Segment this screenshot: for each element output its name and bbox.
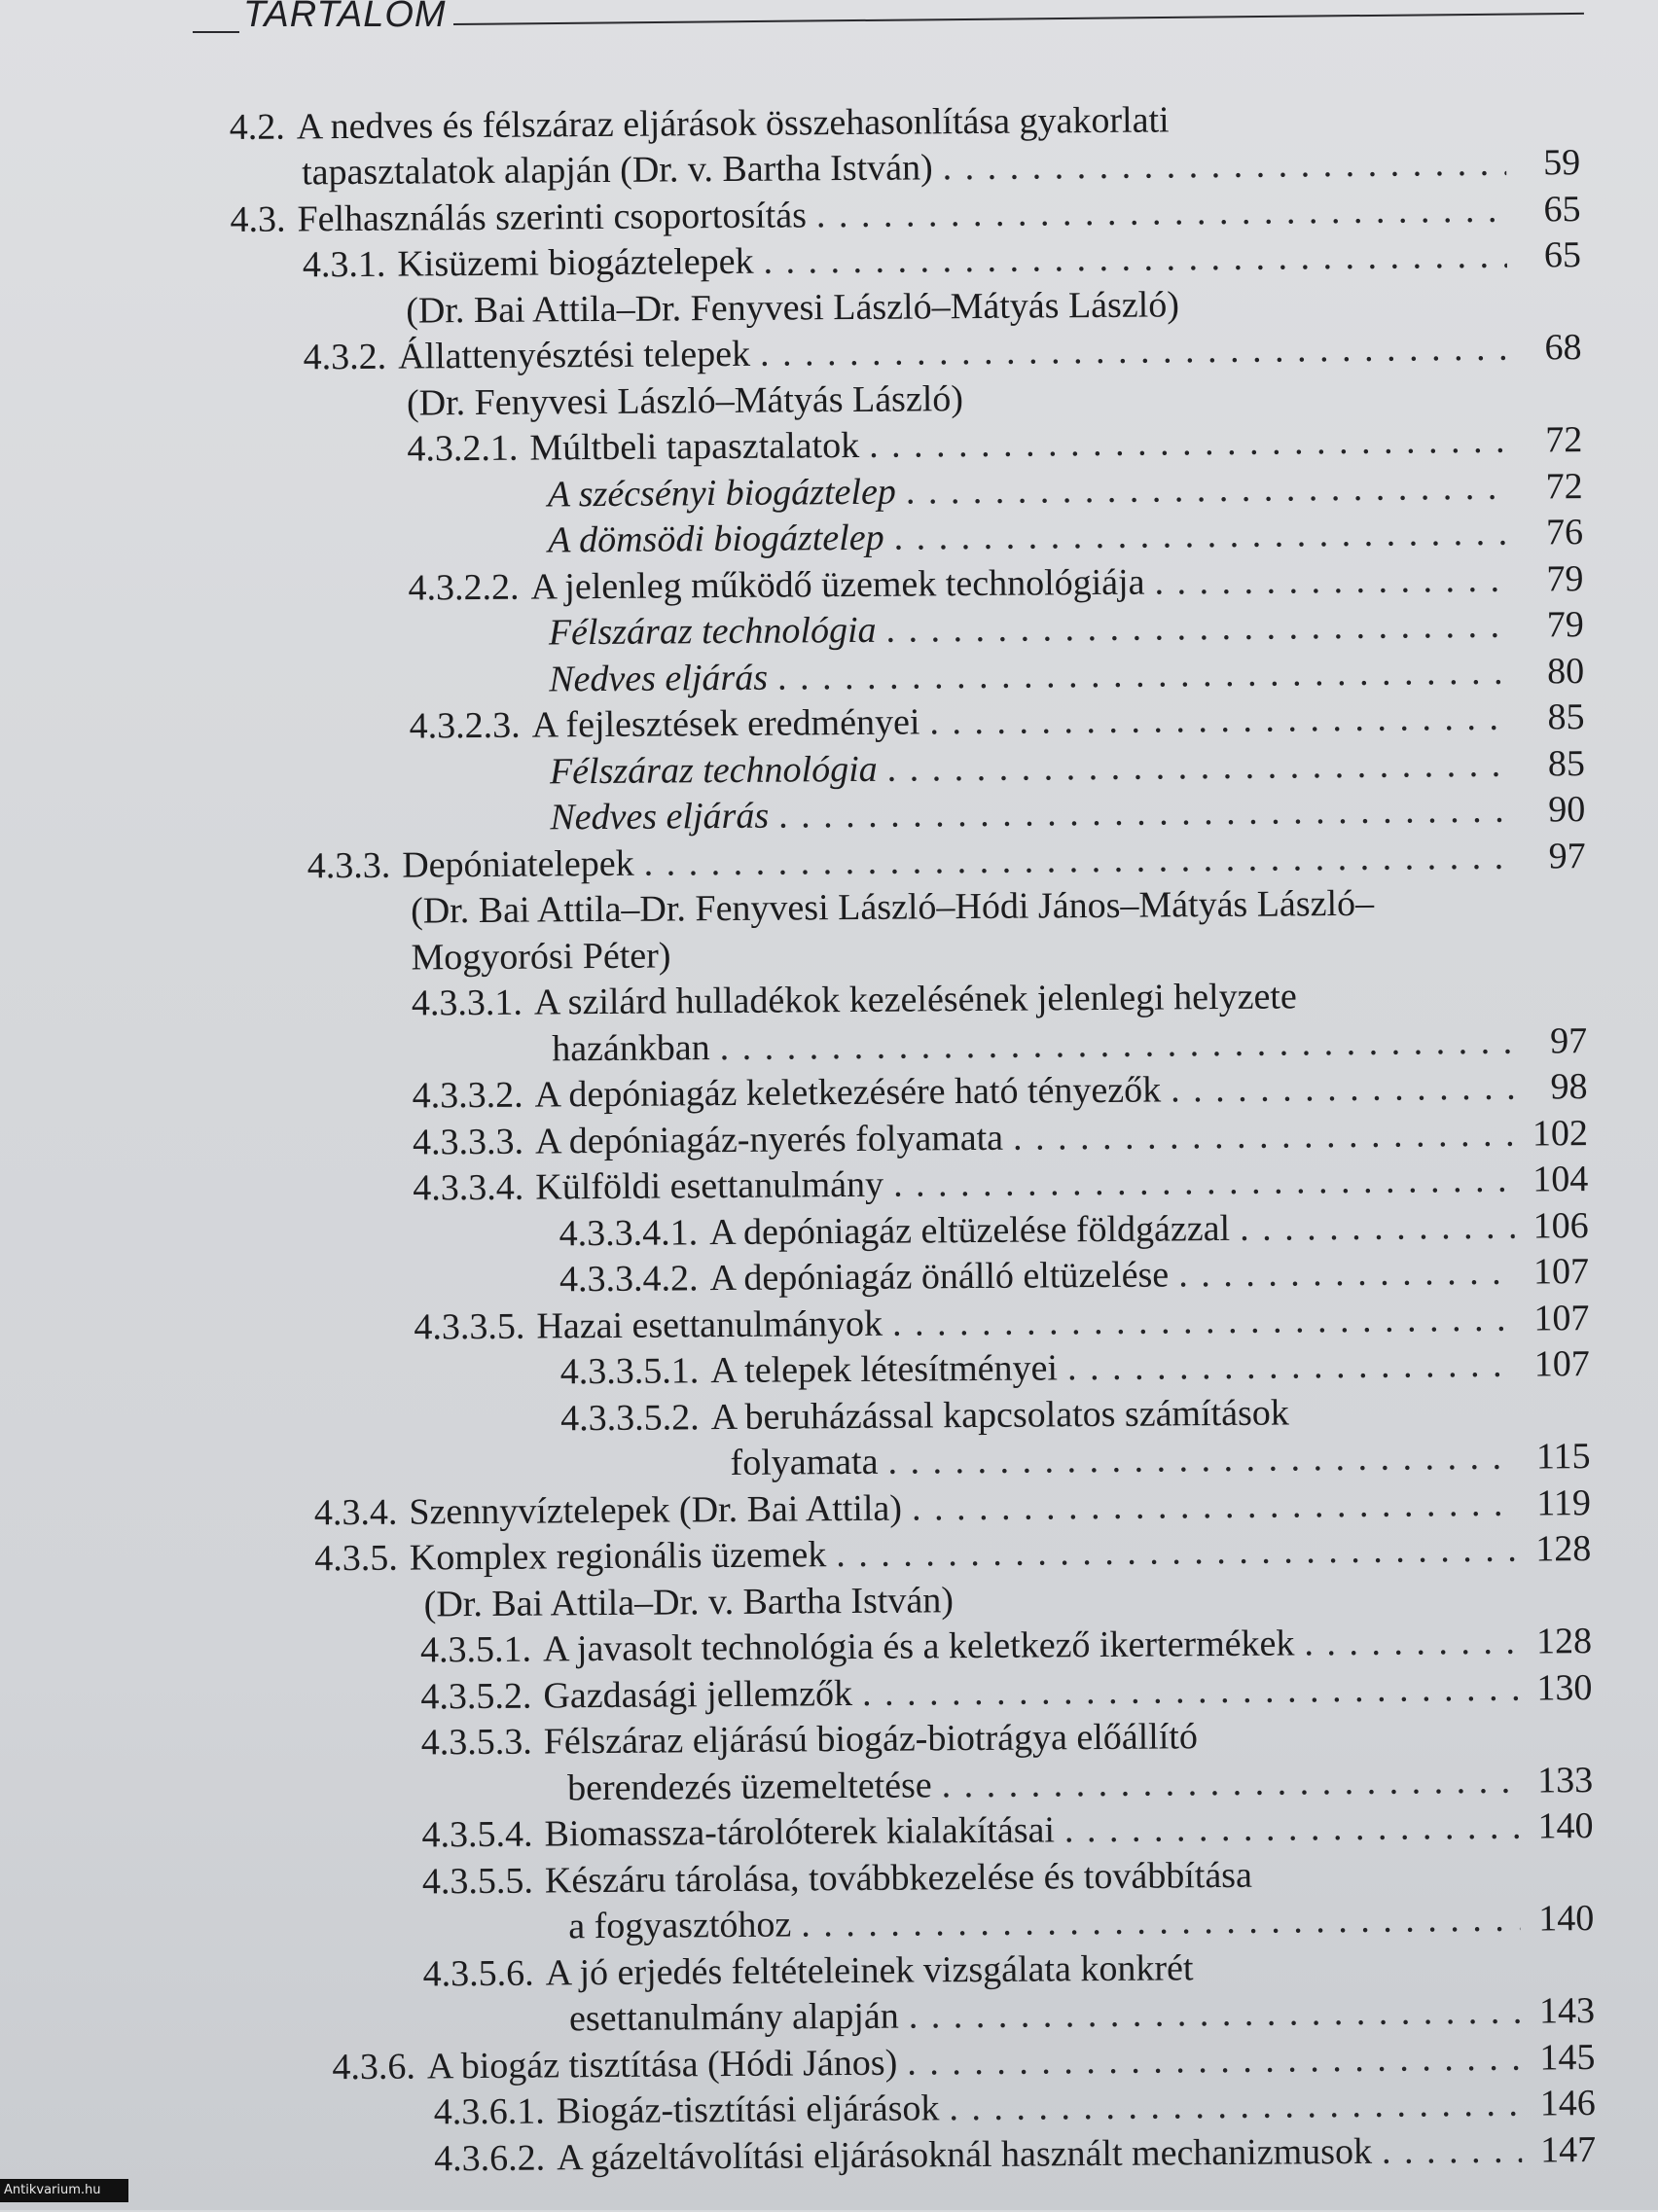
toc-entry-title: Biomassza-tárolóterek kialakításai xyxy=(544,1809,1056,1855)
toc-entry-title: Szennyvíztelepek (Dr. Bai Attila) xyxy=(409,1487,903,1533)
toc-entry-title: Félszáraz technológia xyxy=(548,609,877,654)
toc-entry-title: Külföldi esettanulmány xyxy=(535,1163,884,1208)
line-spacer xyxy=(1289,1423,1522,1425)
dot-leader xyxy=(778,788,1512,839)
toc-entry-number: 4.3.6. xyxy=(332,2046,416,2088)
toc-page-number xyxy=(1513,313,1581,314)
toc-entry-title: A javasolt technológia és a keletkező ikertermékek xyxy=(542,1623,1295,1670)
toc-page-number xyxy=(1527,1977,1595,1978)
toc-entry-number: 4.3.4. xyxy=(313,1491,398,1534)
toc-entry-number: 4.3.5.3. xyxy=(420,1721,532,1764)
toc-entry xyxy=(567,1758,1593,1811)
toc-page-number: 133 xyxy=(1536,1760,1594,1802)
dot-leader xyxy=(893,511,1509,561)
toc-entry xyxy=(407,417,1582,472)
dot-leader xyxy=(1240,1204,1515,1252)
toc-page-number: 85 xyxy=(1547,696,1585,738)
toc-page-number: 106 xyxy=(1532,1205,1589,1247)
toc-entry-number: 4.3.3.2. xyxy=(412,1074,523,1117)
dot-leader xyxy=(886,742,1511,793)
toc-entry xyxy=(420,1619,1592,1673)
toc-page-number: 140 xyxy=(1538,1898,1595,1940)
toc-entry-number: 4.3.2.3. xyxy=(409,704,521,747)
toc-entry-title: A nedves és félszáraz eljárások összehasonlítása gyakorlati xyxy=(296,99,1170,148)
toc-entry xyxy=(409,695,1584,749)
toc-entry xyxy=(730,1434,1590,1486)
toc-page-number: 107 xyxy=(1533,1298,1590,1339)
toc-entry-title: A biogáz tisztítása (Hódi János) xyxy=(426,2042,898,2087)
dot-leader xyxy=(816,188,1507,239)
toc-entry-number: 4.3.1. xyxy=(302,243,386,286)
dot-leader xyxy=(862,1666,1519,1717)
toc-page-number: 107 xyxy=(1533,1343,1590,1385)
toc-entry-title: (Dr. Bai Attila–Dr. v. Bartha István) xyxy=(423,1580,955,1625)
toc-entry-title: Biogáz-tisztítási eljárások xyxy=(556,2087,940,2132)
toc-entry-title: A gázeltávolítási eljárásoknál használt mechanizmusok xyxy=(557,2130,1373,2179)
toc-page-number: 79 xyxy=(1546,604,1584,646)
toc-entry-title: Nedves eljárás xyxy=(549,657,769,700)
toc-entry-title: hazánkban xyxy=(552,1027,710,1070)
dot-leader xyxy=(760,326,1508,377)
dot-leader xyxy=(777,650,1511,701)
toc-entry-number: 4.3.5. xyxy=(314,1537,398,1580)
dot-leader xyxy=(1067,1342,1516,1392)
toc-page-number xyxy=(1519,960,1587,961)
header-title: TARTALOM xyxy=(243,0,447,35)
dot-leader xyxy=(1154,557,1509,606)
toc-entry-number: 4.3.5.2. xyxy=(420,1675,532,1718)
toc-page-number: 59 xyxy=(1542,142,1581,184)
line-spacer xyxy=(1297,1007,1519,1009)
toc-page-number: 104 xyxy=(1532,1159,1589,1200)
toc-entry-title: (Dr. Bai Attila–Dr. Fenyvesi László–Hódi János–Mátyás László– xyxy=(410,882,1375,932)
dot-leader xyxy=(943,141,1507,192)
dot-leader xyxy=(887,1435,1516,1485)
dot-leader xyxy=(1064,1804,1520,1854)
line-spacer xyxy=(1179,314,1513,317)
dot-leader xyxy=(1178,1250,1515,1299)
toc-entry-title: A szilárd hulladékok kezelésének jelenlegi helyzete xyxy=(533,976,1297,1023)
toc-entry xyxy=(559,1249,1589,1302)
toc-entry-title: Múltbeli tapasztalatok xyxy=(529,424,860,469)
toc-page-number: 147 xyxy=(1539,2129,1597,2171)
toc-entry-number: 4.3.3.4.1. xyxy=(559,1212,699,1255)
toc-entry-number: 4.3.3.4.2. xyxy=(559,1258,699,1301)
toc-entry-number: 4.3.2.2. xyxy=(408,566,520,609)
line-spacer xyxy=(1198,1746,1525,1749)
toc-entry xyxy=(560,1388,1590,1442)
toc-entry-number: 4.3.3.5. xyxy=(414,1305,525,1348)
toc-page-number: 143 xyxy=(1538,1990,1596,2032)
toc-page-number: 145 xyxy=(1539,2037,1596,2079)
toc-page-number: 72 xyxy=(1545,419,1583,461)
toc-entry-number: 4.3.5.5. xyxy=(421,1860,534,1903)
toc-page-number: 68 xyxy=(1544,327,1582,369)
dot-leader xyxy=(644,835,1512,887)
toc-entry-title: tapasztalatok alapján (Dr. v. Bartha István) xyxy=(301,147,933,194)
toc-entry xyxy=(552,1018,1587,1072)
toc-entry xyxy=(412,972,1587,1026)
dot-leader xyxy=(912,1481,1517,1532)
toc-entry-title: A szécsényi biogáztelep xyxy=(547,471,897,516)
toc-page-number xyxy=(1512,128,1580,129)
toc-page-number xyxy=(1519,1006,1587,1007)
toc-entry-title: A depóniagáz önálló eltüzelése xyxy=(709,1254,1170,1300)
toc-entry-title: Állattenyésztési telepek xyxy=(397,333,751,377)
toc-page-number: 128 xyxy=(1535,1621,1593,1662)
toc-page-number xyxy=(1514,406,1582,407)
toc-entry-number: 4.3.6.1. xyxy=(433,2090,545,2133)
toc-entry-title: (Dr. Bai Attila–Dr. Fenyvesi László–Mátyás László) xyxy=(406,284,1180,332)
dot-leader xyxy=(941,1759,1519,1809)
toc-entry-number: 4.3.3.1. xyxy=(411,981,523,1024)
toc-entry-number: 4.3. xyxy=(230,198,286,240)
line-spacer xyxy=(671,961,1519,968)
watermark-label: Antikvarium.hu xyxy=(0,2179,128,2202)
toc-entry-title: Komplex regionális üzemek xyxy=(409,1534,827,1579)
toc-entry-number: 4.3.5.6. xyxy=(422,1952,534,1995)
toc-entry-title: Gazdasági jellemzők xyxy=(543,1673,853,1717)
line-spacer xyxy=(1170,129,1512,132)
toc-entry-title: A depóniagáz-nyerés folyamata xyxy=(534,1117,1004,1162)
toc-page-number xyxy=(1518,913,1586,914)
toc-entry-title: berendezés üzemeltetése xyxy=(567,1765,932,1809)
toc-entry xyxy=(550,787,1585,840)
toc-entry-title: A depóniagáz keletkezésére ható tényezők xyxy=(534,1069,1162,1116)
dot-leader xyxy=(869,418,1509,469)
line-spacer xyxy=(1374,914,1518,915)
toc-entry-title: Félszáraz eljárású biogáz-biotrágya előállító xyxy=(543,1716,1199,1763)
toc-entry-title: A jó erjedés feltételeinek vizsgálata konkrét xyxy=(545,1947,1194,1994)
toc-entry-number: 4.3.3. xyxy=(306,844,391,887)
dot-leader xyxy=(906,465,1509,516)
toc-page-number: 79 xyxy=(1546,558,1584,600)
dot-leader xyxy=(1304,1620,1518,1667)
toc-page-number: 76 xyxy=(1545,512,1584,553)
toc-entry-title: A fejlesztések eredményei xyxy=(531,701,920,746)
toc-entry xyxy=(549,649,1584,702)
dot-leader xyxy=(892,1297,1516,1347)
toc-entry-title: a fogyasztóhoz xyxy=(568,1904,792,1947)
dot-leader xyxy=(907,2036,1521,2087)
toc-page-number: 65 xyxy=(1543,234,1582,276)
toc-page-number xyxy=(1524,1607,1592,1608)
toc-page-number: 85 xyxy=(1547,743,1586,785)
toc-page-number: 90 xyxy=(1548,789,1586,831)
toc-entry-title: A dömsödi biogáztelep xyxy=(547,517,884,561)
toc-entry-number: 4.3.2.1. xyxy=(407,427,519,470)
toc-page-number: 130 xyxy=(1536,1667,1593,1709)
toc-entry-title: A beruházással kapcsolatos számítások xyxy=(710,1392,1289,1439)
toc-entry xyxy=(550,741,1585,795)
line-spacer xyxy=(1252,1885,1526,1887)
toc-entry xyxy=(411,879,1586,934)
toc-entry xyxy=(559,1203,1589,1257)
toc-entry-title: Kisüzemi biogáztelepek xyxy=(397,240,754,285)
toc-entry xyxy=(434,2127,1596,2182)
toc-page-number: 97 xyxy=(1550,1020,1588,1062)
toc-entry xyxy=(560,1341,1590,1395)
toc-entry-number: 4.3.5.4. xyxy=(421,1813,533,1856)
toc-entry xyxy=(548,510,1583,563)
dot-leader xyxy=(836,1527,1517,1578)
toc-page-number: 72 xyxy=(1545,466,1583,508)
line-spacer xyxy=(954,1608,1524,1613)
toc-page-number: 128 xyxy=(1535,1528,1592,1570)
toc-entry-title: A jelenleg működő üzemek technológiája xyxy=(530,561,1145,608)
toc-entry-number: 4.3.2. xyxy=(303,336,387,378)
dot-leader xyxy=(909,1989,1522,2040)
line-spacer xyxy=(963,407,1514,410)
dot-leader xyxy=(885,603,1510,654)
dot-leader xyxy=(1171,1065,1514,1114)
dot-leader xyxy=(949,2082,1522,2132)
toc-page-number: 97 xyxy=(1548,836,1586,877)
toc-entry-title: esettanulmány alapján xyxy=(568,1995,899,2040)
toc-page-number: 80 xyxy=(1547,651,1585,693)
toc-entry-number: 4.3.3.4. xyxy=(413,1166,524,1209)
toc-page-number xyxy=(1525,1745,1593,1746)
toc-entry-number: 4.2. xyxy=(229,106,285,149)
dot-leader xyxy=(763,233,1507,285)
toc-entry xyxy=(413,1157,1588,1211)
toc-entry xyxy=(548,464,1583,517)
toc-entry xyxy=(549,602,1584,656)
toc-page-number: 107 xyxy=(1532,1251,1590,1293)
toc-page-number xyxy=(1522,1422,1590,1423)
toc-entry xyxy=(568,1896,1594,1949)
toc-page-number: 119 xyxy=(1536,1482,1592,1524)
toc-page-number: 65 xyxy=(1543,189,1581,231)
toc-entry-title: Depóniatelepek xyxy=(402,842,634,886)
dot-leader xyxy=(1013,1112,1514,1161)
line-spacer xyxy=(1194,1978,1527,1980)
toc-page-number: 102 xyxy=(1532,1113,1589,1155)
toc-entry-title: (Dr. Fenyvesi László–Mátyás László) xyxy=(406,378,964,424)
toc-entry xyxy=(412,1064,1587,1119)
toc-page-number: 146 xyxy=(1539,2083,1596,2124)
toc-entry-title: Hazai esettanulmányok xyxy=(536,1302,883,1347)
toc-page-number: 115 xyxy=(1535,1436,1591,1478)
toc-entry xyxy=(434,2081,1596,2135)
dot-leader xyxy=(720,1019,1514,1071)
toc-page-number: 98 xyxy=(1550,1066,1588,1108)
toc-entry-title: Készáru tárolása, továbbkezelése és továbbítása xyxy=(544,1854,1253,1902)
toc-page-number: 140 xyxy=(1537,1805,1594,1847)
toc-entry-number: 4.3.3.5.2. xyxy=(560,1397,700,1440)
toc-entry-title: A depóniagáz eltüzelése földgázzal xyxy=(709,1207,1231,1254)
toc-entry-title: Mogyorósi Péter) xyxy=(411,935,671,979)
toc-entry-number: 4.3.3.5.1. xyxy=(559,1350,700,1393)
toc-entry xyxy=(421,1711,1593,1766)
dot-leader xyxy=(801,1897,1520,1948)
toc-entry-title: Nedves eljárás xyxy=(550,795,770,838)
toc-entry-title: Félszáraz technológia xyxy=(549,748,878,793)
toc-entry-number: 4.3.6.2. xyxy=(434,2137,546,2180)
toc-entry-number: 4.3.3.3. xyxy=(412,1121,524,1163)
toc-entry-title: folyamata xyxy=(730,1441,879,1483)
dot-leader xyxy=(893,1158,1515,1208)
toc-entry xyxy=(569,1988,1595,2042)
toc-entry xyxy=(421,1803,1593,1858)
toc-entry-title: Felhasználás szerinti csoportosítás xyxy=(297,195,808,240)
dot-leader xyxy=(929,696,1511,746)
toc-page-number xyxy=(1526,1884,1594,1885)
dot-leader xyxy=(1382,2128,1523,2175)
toc-entry-number: 4.3.5.1. xyxy=(419,1628,532,1671)
toc-entry-title: A telepek létesítményei xyxy=(710,1347,1059,1392)
